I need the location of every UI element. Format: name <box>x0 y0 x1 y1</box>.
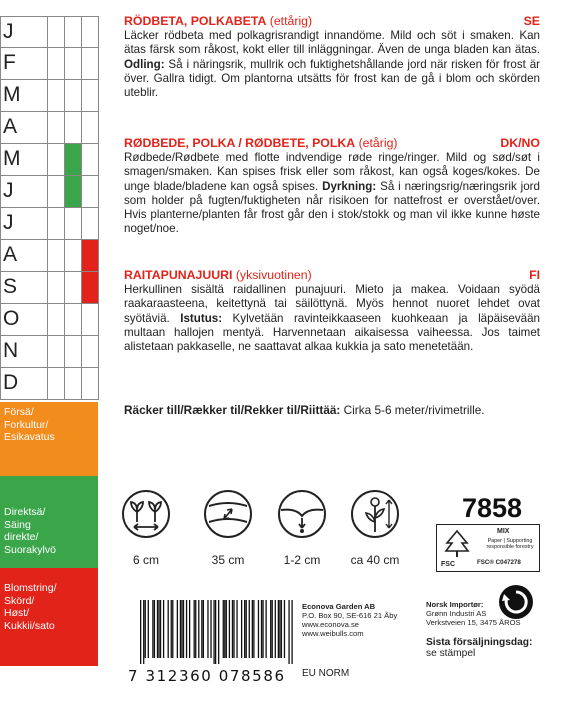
legend-line: Säing <box>4 518 31 531</box>
cultivation-label: Istutus: <box>180 311 223 325</box>
row-spacing-icon <box>202 488 254 540</box>
legend-harvest <box>0 568 98 666</box>
month-letter: S <box>3 275 18 298</box>
icon-label: 1-2 cm <box>283 553 321 567</box>
barcode-bar <box>224 600 225 658</box>
barcode-bar <box>172 600 173 658</box>
fsc-paper: Paper | Supporting responsible forestry <box>486 538 534 550</box>
last-sale-label: Sista försäljningsdag: <box>426 637 533 648</box>
lifecycle: (etårig) <box>355 136 398 150</box>
calendar-cell <box>81 368 99 399</box>
calendar-cell <box>81 272 99 303</box>
barcode-bar <box>241 600 242 658</box>
calendar-cell <box>64 144 81 175</box>
calendar-row <box>1 368 99 400</box>
month-letter: J <box>3 179 14 202</box>
barcode-bar <box>229 600 230 658</box>
lifecycle: (yksivuotinen) <box>232 268 312 282</box>
coverage-label: Räcker till/Rækker til/Rekker til/Riittää: <box>124 403 341 417</box>
company-url: www.weibulls.com <box>302 629 364 638</box>
calendar-cell <box>64 176 81 207</box>
month-letter: M <box>3 147 21 170</box>
coverage-value: Cirka 5-6 meter/rivimetrille. <box>340 403 485 417</box>
barcode-digits: 7 312360 078586 <box>128 667 286 685</box>
description-text: Rødbede/Rødbete med flotte indvendige røde ringe/ringer. Mild og sød/søt i smagen/smaken. Kan spises frisk eller som råkost, kan også koges/kokes. De unge blade/bladene kan også spises. <box>124 151 540 193</box>
company-name: Econova Garden AB <box>302 602 376 611</box>
barcode-bar <box>261 600 262 658</box>
barcode-bar <box>249 600 250 658</box>
seed-spacing-icon <box>120 488 172 540</box>
calendar-cell <box>47 176 64 207</box>
barcode-bar <box>198 600 199 658</box>
barcode-bar <box>186 600 187 658</box>
barcode-bar <box>180 600 181 658</box>
barcode-bar <box>213 600 214 664</box>
barcode-bar <box>177 600 178 658</box>
calendar-cell <box>81 240 99 271</box>
barcode-bar <box>189 600 190 658</box>
variety-name: RØDBEDE, POLKA / RØDBETE, POLKA <box>124 136 356 150</box>
lifecycle: (ettårig) <box>266 14 313 28</box>
fsc-code: FSC® C047278 <box>477 559 521 566</box>
barcode-bar <box>270 600 271 658</box>
legend-sowing-indoors <box>0 402 98 476</box>
importer-address: Verkstveien 15, 3475 ÅROS <box>426 618 521 627</box>
barcode-bar <box>194 600 195 658</box>
company-address: P.O. Box 90, SE-616 21 Åby <box>302 611 398 620</box>
icon-label: 35 cm <box>211 553 245 567</box>
barcode-bar <box>288 600 289 664</box>
barcode-bar <box>226 600 227 658</box>
legend-line: Kukkii/sato <box>4 619 55 632</box>
section-heading <box>124 136 540 151</box>
section-swedish <box>124 14 540 100</box>
description-text: Herkullinen sisältä raidallinen punajuuri. Mieto ja makea. Voidaan syödä raakaraasteena, keitettynä tai säilöttynä. Myös hennot nuoret lehdet ovat syötäviä. <box>124 283 540 325</box>
calendar-row <box>1 336 99 368</box>
cultivation-label: Dyrkning: <box>322 179 377 193</box>
month-letter: A <box>3 243 18 266</box>
section-finnish <box>124 268 540 354</box>
calendar-cell <box>81 48 99 79</box>
barcode-bar <box>218 600 219 664</box>
calendar-cell <box>47 240 64 271</box>
barcode-bar <box>145 600 146 658</box>
fsc-mix-label <box>436 524 540 572</box>
sowing-calendar <box>0 16 99 400</box>
section-heading <box>124 268 540 283</box>
calendar-cell <box>47 304 64 335</box>
month-letter: D <box>3 371 19 394</box>
legend-line: Försä/ <box>4 406 34 418</box>
legend-line: Skörd/ <box>4 594 35 607</box>
barcode-bar <box>148 600 149 658</box>
barcode-bar <box>168 600 169 658</box>
sowing-depth-icon <box>276 488 328 540</box>
calendar-cell <box>81 144 99 175</box>
calendar-cell <box>47 272 64 303</box>
barcode-bar <box>140 600 141 664</box>
variety-name: RÖDBETA, POLKABETA <box>124 14 267 28</box>
fsc-mix: MIX <box>497 528 510 535</box>
calendar-cell <box>81 176 99 207</box>
barcode-bar <box>278 600 279 658</box>
legend-line: Blomstring/ <box>4 582 57 594</box>
barcode-bar <box>281 600 282 658</box>
barcode-bar <box>246 600 247 658</box>
month-letter: J <box>3 20 14 43</box>
sowing-depth <box>270 488 334 567</box>
legend-direct-sowing <box>0 476 98 568</box>
eu-norm: EU NORM <box>302 668 350 679</box>
calendar-cell <box>81 336 99 367</box>
company-info <box>302 602 397 638</box>
calendar-cell <box>64 17 81 47</box>
barcode-bar <box>265 600 266 658</box>
barcode-bar <box>157 600 158 658</box>
calendar-row <box>1 208 99 240</box>
cultivation-text: Så i næringsrig/næringsrik jord som holder på fugten/fuktigheten når risikoen for nattefrost er overstået/over. Hvis planterne/planten får frost går den i stok/stokk og man vil ikke kunne høste noget/noe. <box>124 179 540 236</box>
icon-label: ca 40 cm <box>350 553 400 567</box>
importer-name: Grønn Industri AS <box>426 609 487 618</box>
month-letter: O <box>3 307 20 330</box>
variety-name: RAITAPUNAJUURI <box>124 268 233 282</box>
section-heading <box>124 14 540 29</box>
barcode-bar <box>160 600 161 658</box>
barcode-bar <box>223 600 224 658</box>
description <box>124 29 540 100</box>
legend-line: Direktsä/ <box>4 506 46 518</box>
legend-line: Høst/ <box>4 607 30 619</box>
calendar-row <box>1 48 99 80</box>
barcode <box>140 600 293 664</box>
calendar-cell <box>47 208 64 239</box>
cultivation-label: Odling: <box>124 57 165 71</box>
barcode-bar <box>279 600 280 658</box>
barcode-bar <box>154 600 155 658</box>
cultivation-text: Kylvetään ravinteikkaaseen kuohkeaan ja läpäisevään multaan hallojen mentyä. Harvennetaan aikaisessa vaiheessa. Jos taimet alistetaan pakkaselle, ne saattavat alkaa kukkia ja sato menetetään. <box>124 311 540 354</box>
legend-line: Forkultur/ <box>4 418 49 431</box>
fsc-logo-text: FSC <box>441 561 455 568</box>
plant-height-icon <box>349 488 401 540</box>
description <box>124 151 540 237</box>
barcode-bar <box>215 600 216 664</box>
barcode-bar <box>183 600 184 658</box>
calendar-cell <box>64 112 81 143</box>
calendar-cell <box>81 208 99 239</box>
calendar-row <box>1 80 99 112</box>
calendar-cell <box>47 368 64 399</box>
barcode-bar <box>233 600 234 658</box>
barcode-bar <box>284 600 285 658</box>
calendar-cell <box>47 144 64 175</box>
calendar-cell <box>81 80 99 111</box>
calendar-cell <box>64 368 81 399</box>
calendar-cell <box>64 272 81 303</box>
description-text: Läcker rödbeta med polkagrisrandigt innandöme. Mild och söt i smaken. Kan ätas färsk som råkost, kokt eller till inläggningar. Även de unga bladen kan ätas. <box>124 29 540 57</box>
barcode-bar <box>152 600 153 658</box>
calendar-row <box>1 144 99 176</box>
month-letter: M <box>3 83 21 106</box>
calendar-row <box>1 112 99 144</box>
fsc-tree-icon <box>443 529 471 559</box>
barcode-bar <box>232 600 233 658</box>
country-code: FI <box>529 268 540 282</box>
barcode-bar <box>291 600 292 664</box>
calendar-row <box>1 176 99 208</box>
calendar-cell <box>47 48 64 79</box>
barcode-bar <box>201 600 202 658</box>
icon-label: 6 cm <box>132 553 159 567</box>
month-letter: A <box>3 115 18 138</box>
importer-info <box>426 600 521 627</box>
barcode-bar <box>181 600 182 658</box>
coverage-line <box>124 403 485 417</box>
barcode-bar <box>275 600 276 658</box>
calendar-cell <box>64 48 81 79</box>
calendar-cell <box>64 240 81 271</box>
calendar-row <box>1 272 99 304</box>
calendar-cell <box>81 112 99 143</box>
legend-line: direkte/ <box>4 531 39 543</box>
legend-line: Esikavatus <box>4 431 55 443</box>
barcode-bar <box>272 600 273 658</box>
barcode-bar <box>207 600 208 658</box>
calendar-cell <box>64 80 81 111</box>
barcode-bar <box>236 600 237 658</box>
barcode-bar <box>171 600 172 658</box>
calendar-cell <box>64 304 81 335</box>
seed-spacing <box>114 488 178 567</box>
barcode-bar <box>163 600 164 658</box>
month-letter: J <box>3 211 14 234</box>
calendar-row <box>1 240 99 272</box>
company-url: www.econova.se <box>302 620 359 629</box>
barcode-bar <box>203 600 204 658</box>
calendar-cell <box>81 17 99 47</box>
importer-label: Norsk Importør: <box>426 600 484 609</box>
barcode-bar <box>253 600 254 658</box>
section-danish-norwegian <box>124 136 540 237</box>
last-sale-value: se stämpel <box>426 648 476 659</box>
description <box>124 283 540 354</box>
calendar-cell <box>64 336 81 367</box>
cultivation-text: Så i näringsrik, mullrik och fuktighetshållande jord när risken för frost är över. Gallra tidigt. Om plantorna utsätts för frost kan de gå i blom och skörden uteblir. <box>124 57 540 100</box>
month-letter: N <box>3 339 19 362</box>
barcode-bar <box>244 600 245 658</box>
plant-height <box>343 488 407 567</box>
barcode-bar <box>195 600 196 658</box>
month-letter: F <box>3 51 16 74</box>
barcode-bar <box>258 600 259 658</box>
barcode-bar <box>262 600 263 658</box>
calendar-cell <box>81 304 99 335</box>
calendar-cell <box>64 208 81 239</box>
calendar-row <box>1 304 99 336</box>
calendar-cell <box>47 80 64 111</box>
calendar-cell <box>47 17 64 47</box>
barcode-bar <box>210 600 211 658</box>
country-code: SE <box>523 14 540 28</box>
last-sale-date <box>426 637 532 659</box>
article-number: 7858 <box>462 493 523 523</box>
row-spacing <box>196 488 260 567</box>
calendar-row <box>1 16 99 48</box>
calendar-cell <box>47 112 64 143</box>
barcode-bar <box>143 600 144 664</box>
legend-line: Suorakylvö <box>4 543 56 556</box>
barcode-bar <box>252 600 253 658</box>
calendar-cell <box>47 336 64 367</box>
country-code: DK/NO <box>500 136 540 150</box>
barcode-bar <box>158 600 159 658</box>
